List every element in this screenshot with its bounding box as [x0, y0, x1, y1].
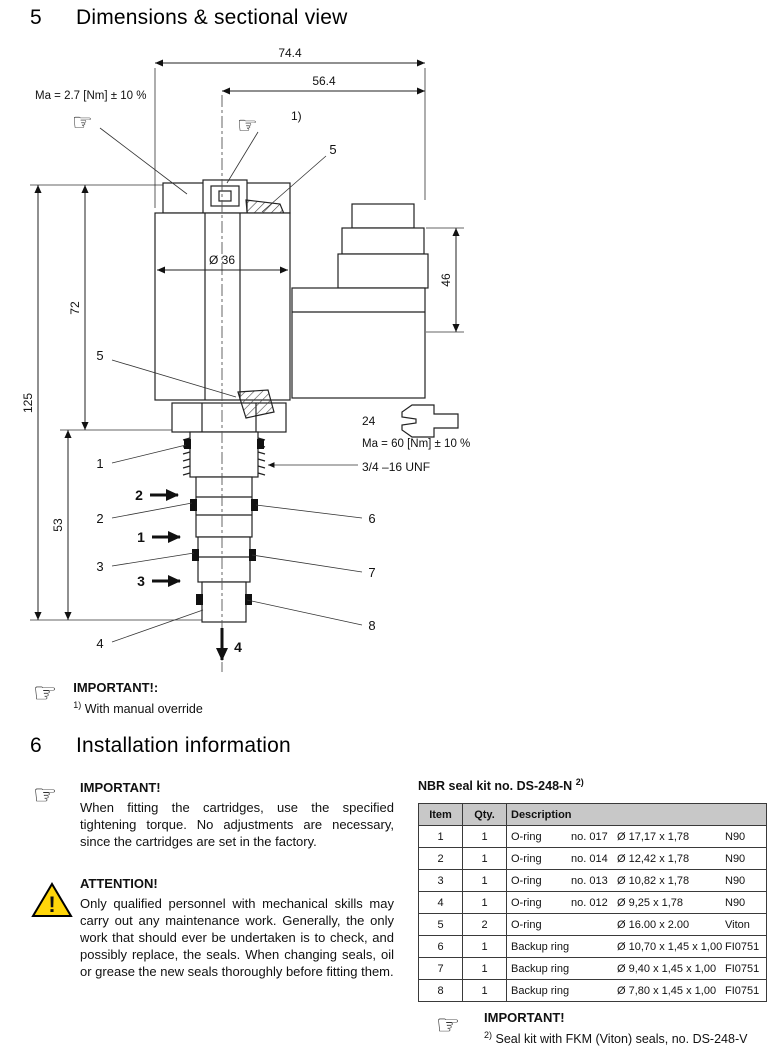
dia-36-label: Ø 36 — [208, 253, 236, 267]
callout-7: 7 — [368, 565, 376, 580]
callout-1: 1 — [96, 456, 104, 471]
cell-item: 3 — [419, 870, 463, 892]
pointing-hand-icon: ☞ — [237, 112, 258, 138]
callout-5-mid: 5 — [96, 348, 104, 363]
important-label: IMPORTANT! — [80, 780, 161, 795]
callout-5-top: 5 — [329, 142, 337, 157]
cell-qty: 1 — [463, 870, 507, 892]
viton-footnote — [484, 1029, 748, 1046]
table-row — [419, 914, 767, 936]
section-6-title: Installation information — [76, 734, 291, 757]
table-row — [419, 958, 767, 980]
cell-qty: 1 — [463, 958, 507, 980]
warning-triangle-icon — [31, 882, 73, 918]
cell-qty: 1 — [463, 848, 507, 870]
important-label: IMPORTANT! — [484, 1010, 565, 1025]
attention-label: ATTENTION! — [80, 876, 158, 891]
cell-description: O-ring no. 017 Ø 17,17 x 1,78 N90 — [507, 826, 767, 848]
seal-kit-title-text: NBR seal kit no. DS-248-N — [418, 779, 573, 793]
table-row — [419, 848, 767, 870]
cartridge-body-lower — [198, 537, 250, 582]
cell-description: O-ring no. 012 Ø 9,25 x 1,78 N90 — [507, 892, 767, 914]
cell-qty: 1 — [463, 980, 507, 1002]
cell-item: 4 — [419, 892, 463, 914]
important-note-dimensions — [33, 680, 203, 716]
cell-item: 5 — [419, 914, 463, 936]
wrench-size-label: 24 — [362, 414, 376, 428]
manual-override-footnote — [73, 699, 203, 716]
col-header-description: Description — [507, 804, 767, 826]
cell-item: 7 — [419, 958, 463, 980]
table-row — [419, 826, 767, 848]
exclamation-mark: ! — [48, 892, 56, 917]
pointing-hand-icon: ☞ — [436, 1010, 461, 1040]
seal-kit-table — [418, 803, 767, 1002]
cartridge-body-upper — [196, 477, 252, 537]
port-3-label: 3 — [137, 573, 145, 589]
cell-qty: 1 — [463, 826, 507, 848]
footnote-marker: 2) — [484, 1029, 493, 1040]
cell-description: Backup ring Ø 10,70 x 1,45 x 1,00 FI0751 — [507, 936, 767, 958]
dim-125-label: 125 — [21, 392, 35, 414]
wrench-icon — [402, 405, 458, 437]
pointing-hand-icon: ☞ — [72, 109, 93, 135]
torque-top-label: Ma = 2.7 [Nm] ± 10 % — [35, 90, 147, 102]
callout-2: 2 — [96, 511, 104, 526]
footnote-text: Seal kit with FKM (Viton) seals, no. DS-248-V — [495, 1032, 748, 1046]
cell-item: 1 — [419, 826, 463, 848]
attention-block — [80, 876, 394, 980]
thread-section — [190, 432, 258, 477]
solenoid-coil — [155, 213, 290, 400]
dim-74-label: 74.4 — [278, 46, 302, 60]
cell-qty: 2 — [463, 914, 507, 936]
port-1-label: 1 — [137, 529, 145, 545]
important-label: IMPORTANT!: — [73, 680, 159, 695]
table-row — [419, 870, 767, 892]
callout-8: 8 — [368, 618, 376, 633]
cell-description: O-ring no. 013 Ø 10,82 x 1,78 N90 — [507, 870, 767, 892]
cell-description: O-ring no. 014 Ø 12,42 x 1,78 N90 — [507, 848, 767, 870]
table-header-row — [419, 804, 767, 826]
table-row — [419, 980, 767, 1002]
connector-terminal — [352, 204, 414, 228]
thread-label: 3/4 –16 UNF — [362, 460, 431, 474]
port-2-label: 2 — [135, 487, 143, 503]
cell-description: Backup ring Ø 7,80 x 1,45 x 1,00 FI0751 — [507, 980, 767, 1002]
dim-46-label: 46 — [439, 273, 453, 287]
torque-bottom-label: Ma = 60 [Nm] ± 10 % — [362, 438, 471, 450]
cell-qty: 1 — [463, 892, 507, 914]
callout-3: 3 — [96, 559, 104, 574]
attention-paragraph: Only qualified personnel with mechanical skills may carry out any maintenance work. Generally, the only work that should ever be undertaken is to check, and possibly replace, the seals. When changing seals, oil or grease the new seals thoroughly before fitting them. — [80, 896, 394, 979]
cartridge-nose — [202, 582, 246, 622]
table-row — [419, 936, 767, 958]
section-5-title: Dimensions & sectional view — [76, 6, 348, 29]
port-4-label: 4 — [234, 639, 242, 655]
cell-item: 2 — [419, 848, 463, 870]
din-connector — [292, 288, 425, 398]
cell-description: Backup ring Ø 9,40 x 1,45 x 1,00 FI0751 — [507, 958, 767, 980]
pointing-hand-icon: ☞ — [33, 780, 58, 810]
callout-4: 4 — [96, 636, 104, 651]
col-header-qty: Qty. — [463, 804, 507, 826]
cell-item: 8 — [419, 980, 463, 1002]
cell-qty: 1 — [463, 936, 507, 958]
dim-56-label: 56.4 — [312, 74, 336, 88]
col-header-item: Item — [419, 804, 463, 826]
footnote-marker: 1) — [73, 699, 82, 710]
cell-description: O-ring Ø 16.00 x 2.00 Viton — [507, 914, 767, 936]
table-row — [419, 892, 767, 914]
footnote-ref-label: 1) — [291, 109, 302, 123]
footnote-text: With manual override — [84, 702, 203, 716]
section-6-number: 6 — [30, 734, 42, 757]
section-6-heading — [30, 734, 291, 758]
section-5-number: 5 — [30, 6, 42, 29]
callout-6: 6 — [368, 511, 376, 526]
dim-53-label: 53 — [51, 518, 65, 532]
seal-kit-title — [418, 776, 584, 793]
install-important-block — [80, 780, 394, 850]
seal-kit-title-ref: 2) — [575, 776, 584, 787]
seal-kit-important-block — [484, 1010, 747, 1046]
cell-item: 6 — [419, 936, 463, 958]
pointing-hand-icon: ☞ — [33, 678, 58, 708]
dim-72-label: 72 — [68, 301, 82, 315]
important-paragraph: When fitting the cartridges, use the specified tightening torque. No adjustments are necessary, since the cartridges are set in the factory. — [80, 800, 394, 849]
